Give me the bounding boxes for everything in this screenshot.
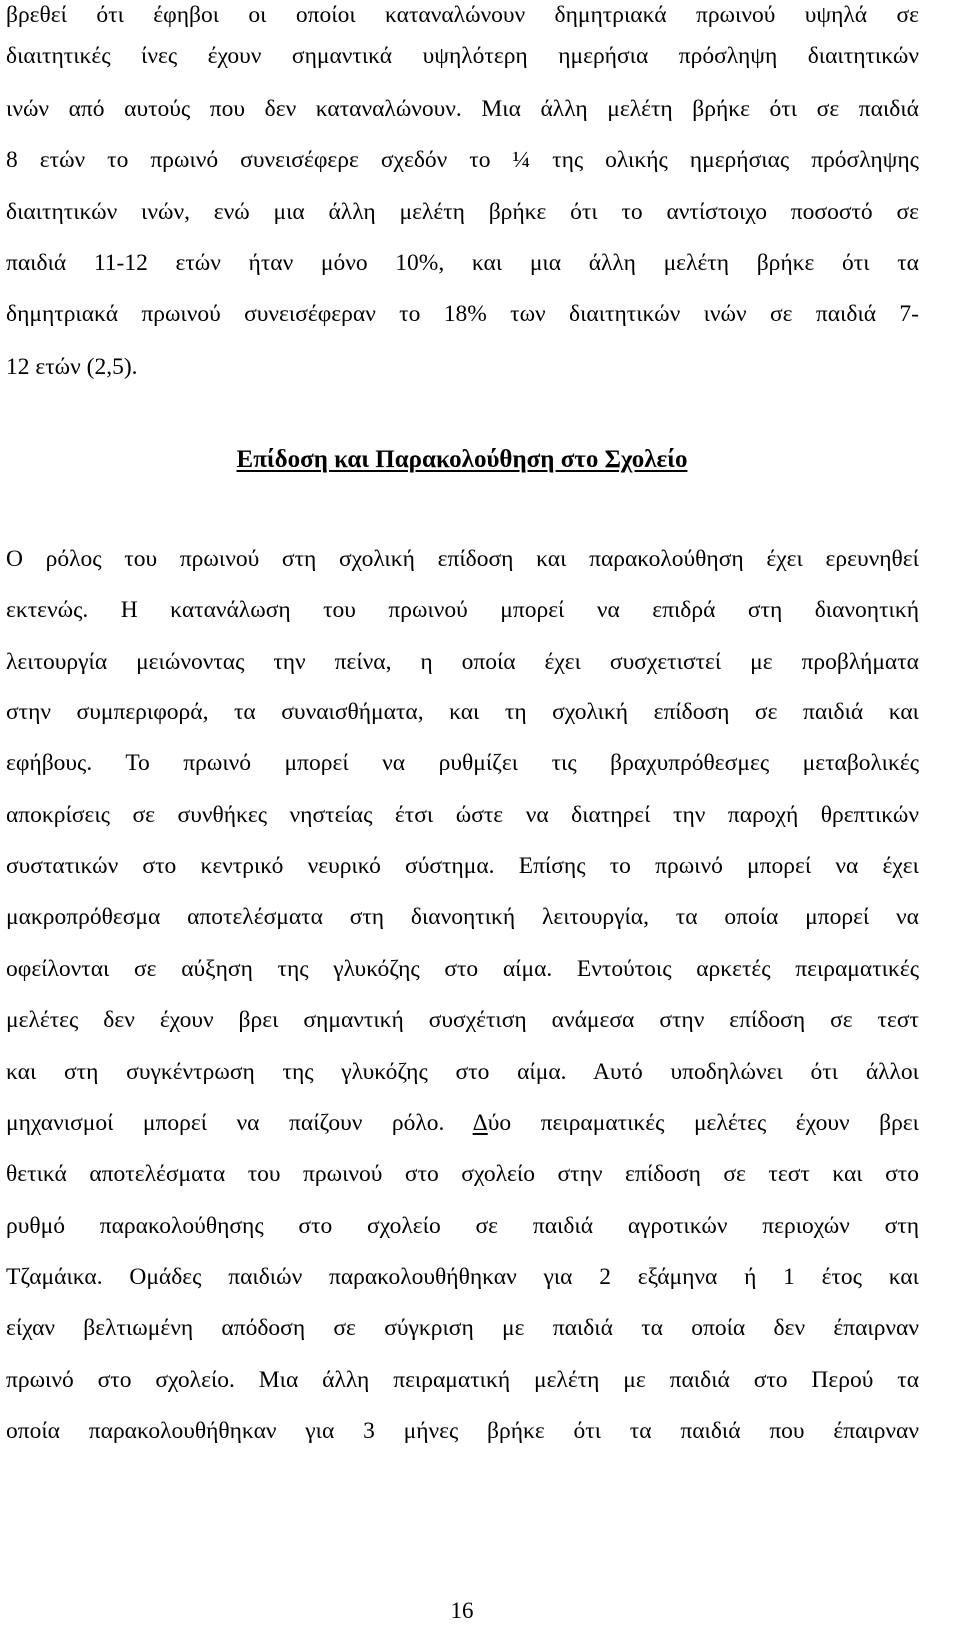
paragraph-2-line: Ο ρόλος του πρωινού στη σχολική επίδοση και παρακολούθηση έχει ερευνηθεί bbox=[6, 546, 919, 572]
paragraph-2-line bbox=[6, 1108, 919, 1138]
paragraph-2-line: λειτουργία μειώνοντας την πείνα, η οποία έχει συσχετιστεί με προβλήματα bbox=[6, 649, 919, 675]
paragraph-2-line: οποία παρακολουθήθηκαν για 3 μήνες βρήκε ότι τα παιδιά που έπαιρναν bbox=[6, 1418, 919, 1444]
line-text-segment: ύο πειραματικές μελέτες έχουν βρει bbox=[487, 1110, 919, 1136]
paragraph-2-line: αποκρίσεις σε συνθήκες νηστείας έτσι ώστε να διατηρεί την παροχή θρεπτικών bbox=[6, 802, 919, 828]
paragraph-2-line: εφήβους. Το πρωινό μπορεί να ρυθμίζει τις βραχυπρόθεσμες μεταβολικές bbox=[6, 750, 919, 776]
paragraph-2-line: εκτενώς. Η κατανάλωση του πρωινού μπορεί να επιδρά στη διανοητική bbox=[6, 597, 919, 623]
line-text-segment: μηχανισμοί μπορεί να παίζουν ρόλο. bbox=[6, 1110, 473, 1136]
paragraph-1-line: 8 ετών το πρωινό συνεισέφερε σχεδόν το ¼ της ολικής ημερήσιας πρόσληψης bbox=[6, 147, 919, 173]
paragraph-2-line: Τζαμάικα. Ομάδες παιδιών παρακολουθήθηκαν για 2 εξάμηνα ή 1 έτος και bbox=[6, 1264, 919, 1290]
paragraph-2-line: και στη συγκέντρωση της γλυκόζης στο αίμα. Αυτό υποδηλώνει ότι άλλοι bbox=[6, 1059, 919, 1085]
page-number: 16 bbox=[450, 1598, 474, 1623]
section-heading: Επίδοση και Παρακολούθηση στο Σχολείο bbox=[236, 446, 688, 473]
underlined-letter: Δ bbox=[472, 1110, 488, 1136]
paragraph-1-line: διαιτητικών ινών, ενώ μια άλλη μελέτη βρήκε ότι το αντίστοιχο ποσοστό σε bbox=[6, 199, 919, 225]
paragraph-2-line: μακροπρόθεσμα αποτελέσματα στη διανοητική λειτουργία, τα οποία μπορεί να bbox=[6, 904, 919, 930]
paragraph-1-line: 12 ετών (2,5). bbox=[6, 354, 138, 380]
paragraph-2-line: πρωινό στο σχολείο. Μια άλλη πειραματική μελέτη με παιδιά στο Περού τα bbox=[6, 1367, 919, 1393]
paragraph-1-line: διαιτητικές ίνες έχουν σημαντικά υψηλότερη ημερήσια πρόσληψη διαιτητικών bbox=[6, 43, 919, 69]
paragraph-1-line: παιδιά 11-12 ετών ήταν μόνο 10%, και μια άλλη μελέτη βρήκε ότι τα bbox=[6, 250, 919, 276]
paragraph-2-line: ρυθμό παρακολούθησης στο σχολείο σε παιδιά αγροτικών περιοχών στη bbox=[6, 1213, 919, 1239]
paragraph-2-line: οφείλονται σε αύξηση της γλυκόζης στο αίμα. Εντούτοις αρκετές πειραματικές bbox=[6, 956, 919, 982]
paragraph-2-line: θετικά αποτελέσματα του πρωινού στο σχολείο στην επίδοση σε τεστ και στο bbox=[6, 1161, 919, 1187]
paragraph-2-line: στην συμπεριφορά, τα συναισθήματα, και τη σχολική επίδοση σε παιδιά και bbox=[6, 699, 919, 725]
paragraph-2-line: μελέτες δεν έχουν βρει σημαντική συσχέτιση ανάμεσα στην επίδοση σε τεστ bbox=[6, 1007, 919, 1033]
paragraph-1-line: δημητριακά πρωινού συνεισέφεραν το 18% των διαιτητικών ινών σε παιδιά 7- bbox=[6, 301, 919, 327]
paragraph-2-line: συστατικών στο κεντρικό νευρικό σύστημα. Επίσης το πρωινό μπορεί να έχει bbox=[6, 853, 919, 879]
paragraph-1-line: βρεθεί ότι έφηβοι οι οποίοι καταναλώνουν δημητριακά πρωινού υψηλά σε bbox=[6, 2, 919, 28]
paragraph-1-line: ινών από αυτούς που δεν καταναλώνουν. Μια άλλη μελέτη βρήκε ότι σε παιδιά bbox=[6, 96, 919, 122]
paragraph-2-line: είχαν βελτιωμένη απόδοση σε σύγκριση με παιδιά τα οποία δεν έπαιρναν bbox=[6, 1315, 919, 1341]
